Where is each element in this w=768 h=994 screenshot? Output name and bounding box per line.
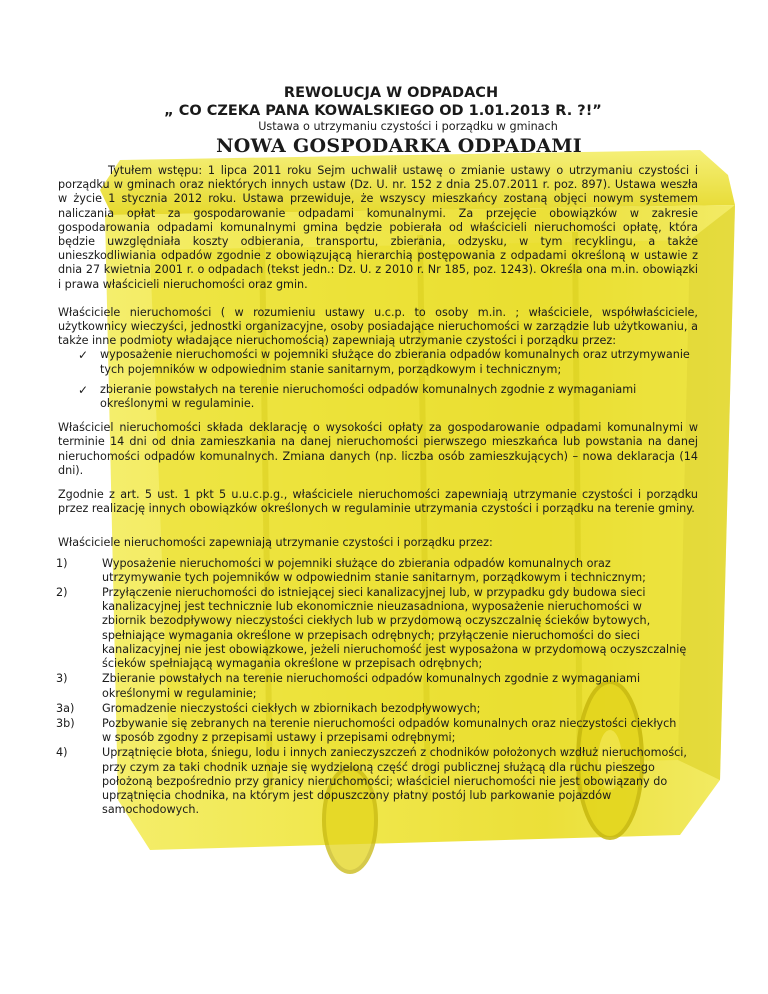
- numbered-item: [58, 717, 698, 745]
- item-text: Uprzątnięcie błota, śniegu, lodu i innych zanieczyszczeń z chodników położonych wzdłuż nieruchomości, przy czym za taki chodnik uznaje się wydzieloną część drogi publicznej służącą dla ruchu pieszego położoną bezpośrednio przy granicy nieruchomości; właściciel nieruchomości nie jest obowiązany do uprzątnięcia chodnika, na którym jest dopuszczony płatny postój lub parkowanie pojazdów samochodowych.: [102, 746, 687, 817]
- list-intro: Właściciele nieruchomości zapewniają utrzymanie czystości i porządku przez:: [58, 536, 493, 550]
- numbered-item: [58, 746, 698, 817]
- item-number: 2): [56, 586, 68, 600]
- numbered-item: [58, 702, 698, 716]
- numbered-item: [58, 586, 698, 671]
- main-heading: NOWA GOSPODARKA ODPADAMI: [216, 135, 582, 157]
- title-line-2: „ CO CZEKA PANA KOWALSKIEGO OD 1.01.2013 R. ?!”: [164, 103, 602, 119]
- numbered-item: [58, 672, 698, 700]
- item-text: Przyłączenie nieruchomości do istniejącej sieci kanalizacyjnej lub, w przypadku gdy budowa sieci kanalizacyjnej jest technicznie lub ekonomicznie nieuzasadniona, wyposażenie nieruchomości w zbiornik bezodpływowy nieczystości ciekłych lub w przydomową oczyszczalnię ścieków bytowych, spełniające wymagania określone w przepisach odrębnych; przyłączenie nieruchomości do sieci kanalizacyjnej nie jest obowiązkowe, jeżeli nieruchomość jest wyposażona w przydomową oczyszczalnię ścieków spełniającą wymagania określone w przepisach odrębnych;: [102, 586, 687, 671]
- owners-paragraph: Właściciele nieruchomości ( w rozumieniu ustawy u.c.p. to osoby m.in. ; właściciele, współwłaściciele, użytkownicy wieczyści, jednostki organizacyjne, osoby posiadające nieruchomości w zarządzie lub użytkowaniu, a także inne podmioty władające nieruchomością) zapewniają utrzymanie czystości i porządku przez:: [58, 305, 698, 348]
- checkmark-bullet-icon: ✓: [78, 382, 89, 397]
- numbered-list: [58, 557, 698, 818]
- intro-paragraph: Tytułem wstępu: 1 lipca 2011 roku Sejm uchwalił ustawę o zmianie ustawy o utrzymaniu czystości i porządku w gminach oraz niektórych innych ustaw (Dz. U. nr. 152 z dnia 25.07.2011 r. poz. 897). Ustawa weszła w życie 1 stycznia 2012 roku. Ustawa przewiduje, że wszyscy mieszkańcy zostaną objęci nowym systemem naliczania opłat za gospodarowanie odpadami komunalnymi. Za przejęcie obowiązków w zakresie gospodarowania odpadami komunalnymi gmina będzie pobierała od właścicieli nieruchomości opłatę, która będzie uwzględniała koszty odbierania, transportu, zbierania, odzysku, w tym recyklingu, a także unieszkodliwiania odpadów zgodnie z obowiązującą hierarchią postępowania z odpadami określoną w ustawie z dnia 27 kwietnia 2001 r. o odpadach (tekst jedn.: Dz. U. z 2010 r. Nr 185, poz. 1243). Określa ona m.in. obowiązki i prawa właścicieli nieruchomości oraz gmin.: [58, 164, 698, 291]
- bullet-text: zbieranie powstałych na terenie nieruchomości odpadów komunalnych zgodnie z wymaganiami określonymi w regulaminie.: [100, 382, 637, 411]
- checkmark-bullet-icon: ✓: [78, 348, 89, 363]
- subtitle: Ustawa o utrzymaniu czystości i porządku w gminach: [258, 120, 558, 133]
- numbered-item: [58, 557, 698, 585]
- document: [58, 84, 698, 818]
- bullet-item: [58, 348, 698, 376]
- declaration-paragraph: Właściciel nieruchomości składa deklarację o wysokości opłaty za gospodarowanie odpadami komunalnymi w terminie 14 dni od dnia zamieszkania na danej nieruchomości pierwszego mieszkańca lub powstania na danej nieruchomości odpadów komunalnych. Zmiana danych (np. liczba osób zamieszkujących) – nowa deklaracja (14 dni).: [58, 421, 698, 477]
- item-text: Gromadzenie nieczystości ciekłych w zbiornikach bezodpływowych;: [102, 701, 481, 715]
- item-text: Pozbywanie się zebranych na terenie nieruchomości odpadów komunalnych oraz nieczystości ciekłych w sposób zgodny z przepisami ustawy i przepisami odrębnymi;: [102, 716, 677, 745]
- bullet-text: wyposażenie nieruchomości w pojemniki służące do zbierania odpadów komunalnych oraz utrzymywanie tych pojemników w odpowiednim stanie sanitarnym, porządkowym i technicznym;: [100, 348, 690, 376]
- item-number: 1): [56, 556, 68, 570]
- item-number: 4): [56, 746, 68, 760]
- item-number: 3a): [56, 701, 75, 715]
- article-paragraph: Zgodnie z art. 5 ust. 1 pkt 5 u.u.c.p.g., właściciele nieruchomości zapewniają utrzymanie czystości i porządku przez realizację innych obowiązków określonych w regulaminie utrzymania czystości i porządku na terenie gminy.: [58, 488, 698, 516]
- item-text: Zbieranie powstałych na terenie nieruchomości odpadów komunalnych zgodnie z wymaganiami określonymi w regulaminie;: [102, 672, 641, 700]
- bullet-item: [58, 383, 698, 411]
- bullet-list: [58, 348, 698, 411]
- title-line-1: REWOLUCJA W ODPADACH: [283, 85, 499, 101]
- item-number: 3): [56, 672, 68, 686]
- item-text: Wyposażenie nieruchomości w pojemniki służące do zbierania odpadów komunalnych oraz utrzymywanie tych pojemników w odpowiednim stanie sanitarnym, porządkowym i technicznym;: [102, 556, 646, 584]
- item-number: 3b): [56, 716, 75, 730]
